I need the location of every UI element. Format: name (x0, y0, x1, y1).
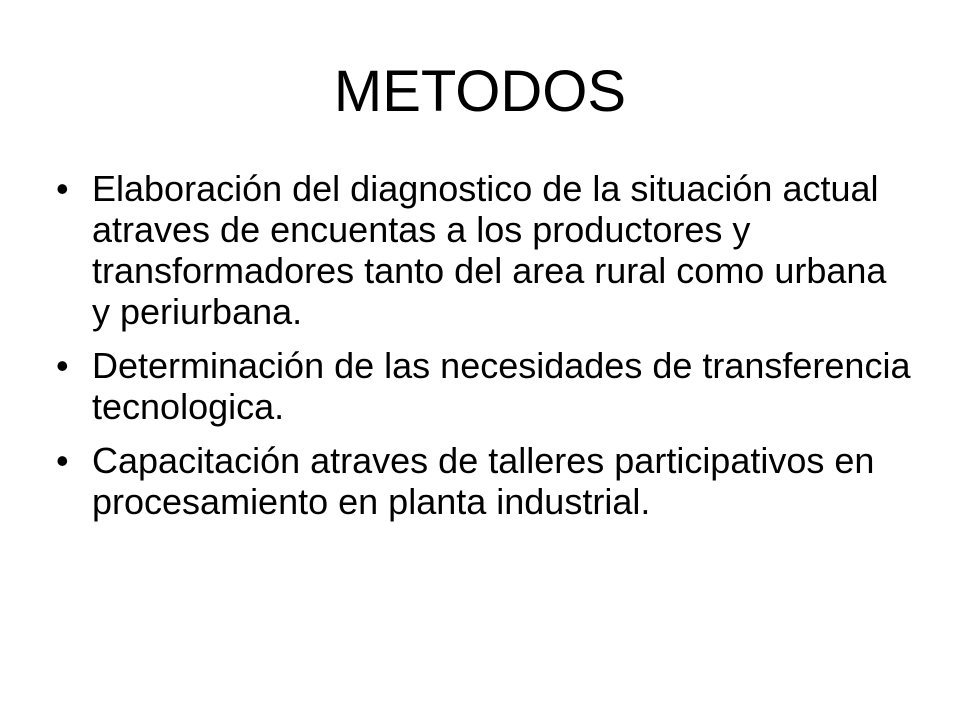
bullet-item (52, 168, 912, 332)
bullet-icon: • (56, 440, 69, 481)
bullet-list (52, 168, 912, 535)
bullet-text: Capacitación atraves de talleres participativos en procesamiento en planta industrial. (92, 440, 875, 522)
bullet-text: Determinación de las necesidades de transferencia tecnologica. (92, 345, 911, 427)
bullet-item (52, 345, 912, 427)
bullet-icon: • (56, 345, 69, 386)
bullet-item (52, 440, 912, 522)
bullet-text: Elaboración del diagnostico de la situación actual atraves de encuentas a los productores y transformadores tanto del area rural como urbana y periurbana. (92, 168, 887, 332)
slide-title: METODOS (333, 59, 627, 124)
bullet-icon: • (56, 168, 69, 209)
